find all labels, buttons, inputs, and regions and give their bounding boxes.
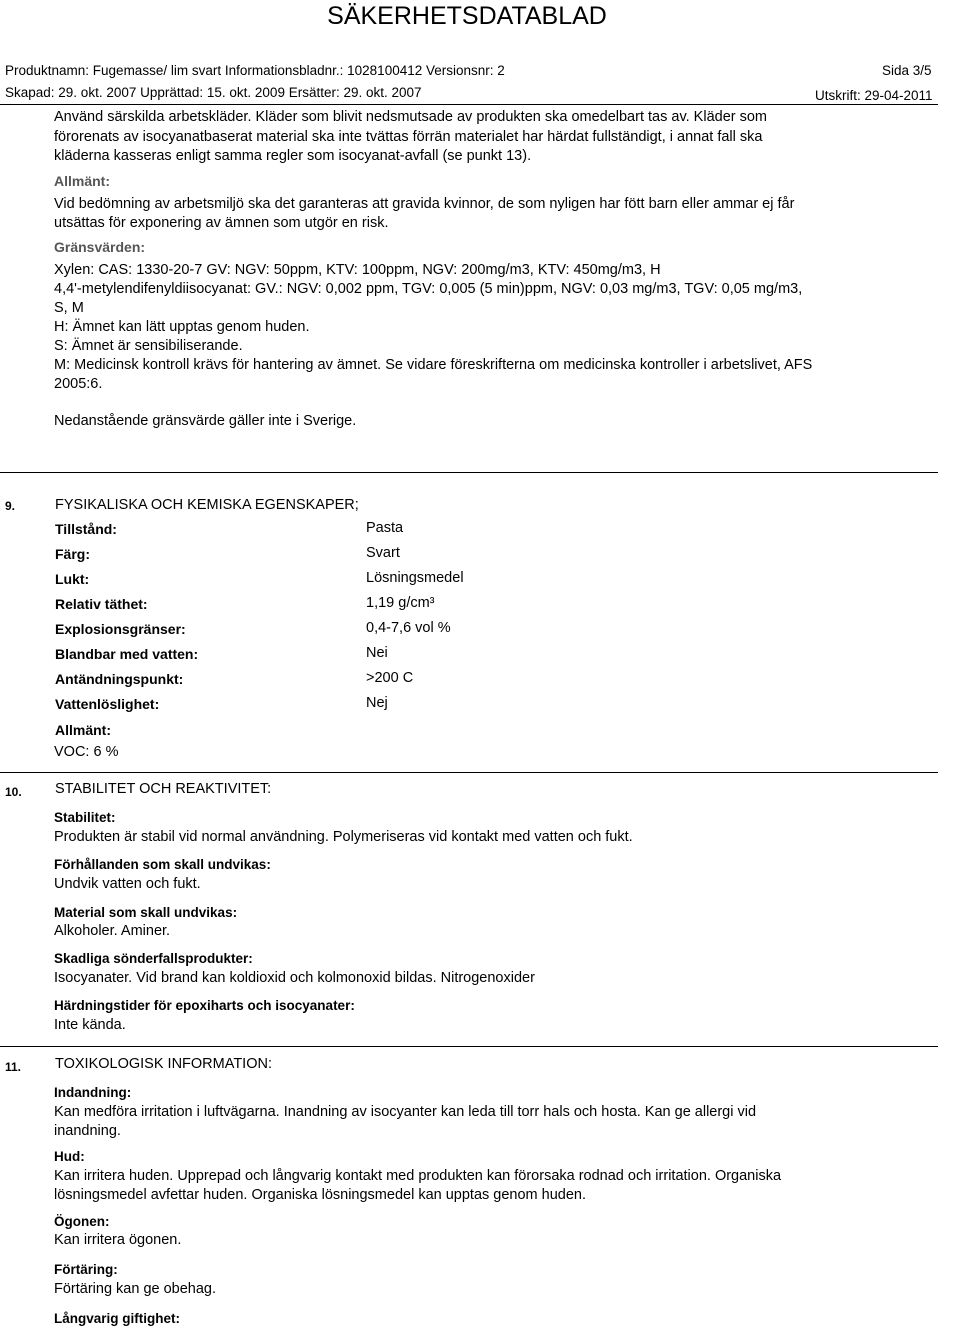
print-date: Utskrift: 29-04-2011: [815, 88, 933, 103]
property-value: Pasta: [366, 520, 404, 536]
section-number: 9.: [5, 499, 16, 513]
property-label: Färg:: [55, 546, 90, 562]
longterm-label: Långvarig giftighet:: [54, 1311, 180, 1326]
materials-text: Alkoholer. Aminer.: [54, 923, 171, 939]
intro-line: Använd särskilda arbetskläder. Kläder som blivit nedsmutsade av produkten ska omedelbart tas av. Kläder som: [54, 109, 768, 125]
section-heading: TOXIKOLOGISK INFORMATION:: [55, 1056, 272, 1072]
section-divider: [0, 1046, 938, 1047]
ingestion-label: Förtäring:: [54, 1262, 118, 1277]
property-label: Vattenlöslighet:: [55, 696, 160, 712]
property-value: Lösningsmedel: [366, 570, 464, 586]
limits-label: Gränsvärden:: [54, 239, 146, 255]
property-label: Tillstånd:: [55, 521, 117, 537]
decomposition-label: Skadliga sönderfallsprodukter:: [54, 951, 253, 966]
curing-label: Härdningstider för epoxiharts och isocyanater:: [54, 998, 355, 1013]
property-value: Nei: [366, 645, 388, 661]
ingestion-text: Förtäring kan ge obehag.: [54, 1281, 217, 1297]
intro-line: förorenats av isocyanatbaserat material ska inte tvättas förrän materialet har härdat fullständigt, i annat fall ska: [54, 129, 763, 145]
limits-text: 4,4'-metylendifenyldiisocyanat: GV.: NGV: 0,002 ppm, TGV: 0,005 (5 min)ppm, NGV: 0,03 mg/m3, TGV: 0,05 mg/m3,: [54, 281, 803, 297]
skin-text: Kan irritera huden. Upprepad och långvarig kontakt med produkten kan förorsaka rodnad och irritation. Organiska: [54, 1168, 782, 1184]
section-heading: FYSIKALISKA OCH KEMISKA EGENSKAPER;: [55, 497, 359, 513]
property-value: 0,4-7,6 vol %: [366, 620, 451, 636]
skin-label: Hud:: [54, 1149, 85, 1164]
general-label: Allmänt:: [55, 722, 111, 738]
conditions-text: Undvik vatten och fukt.: [54, 876, 201, 892]
property-value: Nej: [366, 695, 388, 711]
voc-value: VOC: 6 %: [54, 744, 119, 760]
header-divider: [0, 104, 938, 105]
dates-info: Skapad: 29. okt. 2007 Upprättad: 15. okt. 2009 Ersätter: 29. okt. 2007: [5, 85, 422, 100]
stability-text: Produkten är stabil vid normal användning. Polymeriseras vid kontakt med vatten och fukt.: [54, 829, 633, 845]
product-info: Produktnamn: Fugemasse/ lim svart Informationsbladnr.: 1028100412 Versionsnr: 2: [5, 63, 505, 78]
inhalation-text: inandning.: [54, 1123, 121, 1139]
general-text: Vid bedömning av arbetsmiljö ska det garanteras att gravida kvinnor, de som nyligen har fött barn eller ammar ej får: [54, 196, 795, 212]
inhalation-text: Kan medföra irritation i luftvägarna. Inandning av isocyanter kan leda till torr hals och hosta. Kan ge allergi vid: [54, 1104, 757, 1120]
limits-note: Nedanstående gränsvärde gäller inte i Sverige.: [54, 413, 357, 429]
property-label: Explosionsgränser:: [55, 621, 186, 637]
general-text: utsättas för exponering av ämnen som utgör en risk.: [54, 215, 389, 231]
property-label: Antändningspunkt:: [55, 671, 184, 687]
conditions-label: Förhållanden som skall undvikas:: [54, 857, 271, 872]
eyes-text: Kan irritera ögonen.: [54, 1232, 182, 1248]
general-label: Allmänt:: [54, 173, 110, 189]
intro-line: kläderna kasseras enligt samma regler som isocyanat-avfall (se punkt 13).: [54, 148, 532, 164]
property-value: >200 C: [366, 670, 414, 686]
limits-text: M: Medicinsk kontroll krävs för hantering av ämnet. Se vidare föreskrifterna om medicinska kontroller i arbetslivet, AFS: [54, 357, 813, 373]
decomposition-text: Isocyanater. Vid brand kan koldioxid och kolmonoxid bildas. Nitrogenoxider: [54, 970, 535, 986]
property-label: Blandbar med vatten:: [55, 646, 199, 662]
limits-text: S, M: [54, 300, 84, 316]
property-value: Svart: [366, 545, 400, 561]
property-label: Lukt:: [55, 571, 90, 587]
section-divider: [0, 772, 938, 773]
eyes-label: Ögonen:: [54, 1214, 110, 1229]
property-value: 1,19 g/cm³: [366, 595, 435, 611]
property-label: Relativ täthet:: [55, 596, 148, 612]
limits-text: H: Ämnet kan lätt upptas genom huden.: [54, 319, 310, 335]
limits-text: Xylen: CAS: 1330-20-7 GV: NGV: 50ppm, KTV: 100ppm, NGV: 200mg/m3, KTV: 450mg/m3, H: [54, 262, 661, 278]
limits-text: 2005:6.: [54, 376, 103, 392]
curing-text: Inte kända.: [54, 1017, 126, 1033]
materials-label: Material som skall undvikas:: [54, 905, 238, 920]
page-number: Sida 3/5: [882, 63, 932, 78]
document-title: SÄKERHETSDATABLAD: [327, 2, 607, 30]
limits-text: S: Ämnet är sensibiliserande.: [54, 338, 243, 354]
stability-label: Stabilitet:: [54, 810, 116, 825]
skin-text: lösningsmedel avfettar huden. Organiska lösningsmedel kan upptas genom huden.: [54, 1187, 587, 1203]
section-divider: [0, 472, 938, 473]
section-number: 11.: [5, 1060, 22, 1074]
section-number: 10.: [5, 785, 22, 799]
inhalation-label: Indandning:: [54, 1085, 132, 1100]
section-heading: STABILITET OCH REAKTIVITET:: [55, 781, 272, 797]
